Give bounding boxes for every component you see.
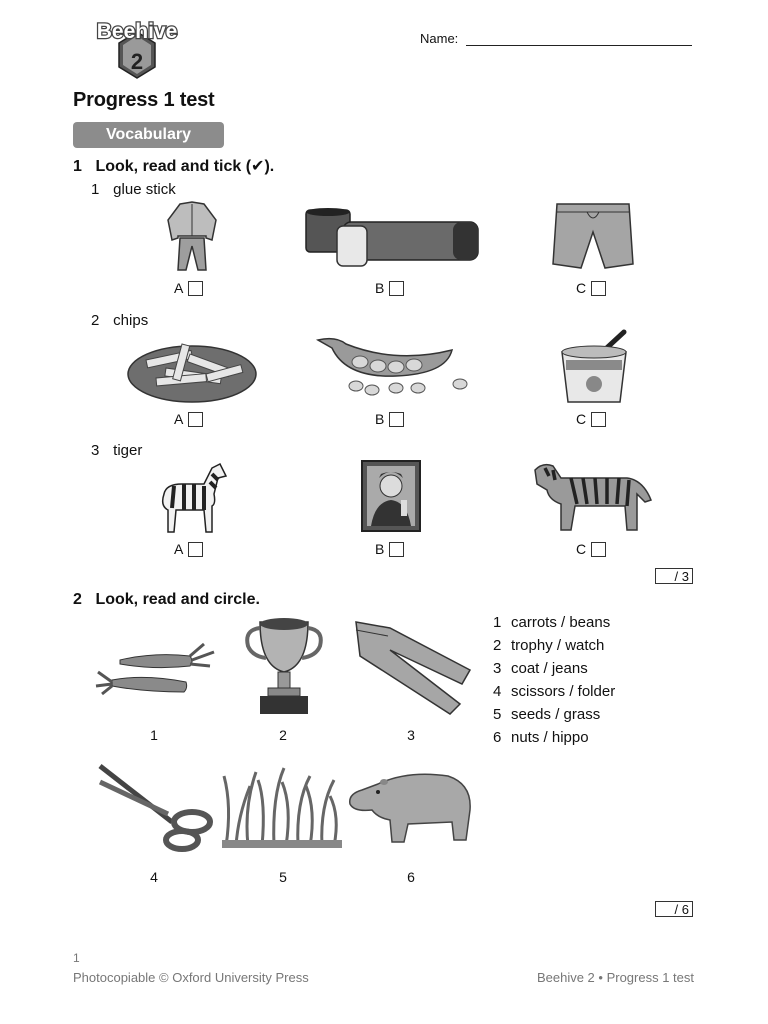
exercise-number: 2 <box>73 591 82 608</box>
choice-text[interactable]: nuts / hippo <box>511 729 589 746</box>
item-1-option-b[interactable] <box>375 280 404 296</box>
logo-text: Beehive <box>96 20 178 43</box>
tick-box[interactable] <box>389 412 404 427</box>
option-letter: C <box>576 280 587 296</box>
carrots-icon <box>94 638 218 701</box>
chips-plate-icon <box>126 334 258 409</box>
choice-text[interactable]: carrots / beans <box>511 614 611 631</box>
tick-box[interactable] <box>389 281 404 296</box>
item-3-label <box>91 442 142 459</box>
item-3-option-b[interactable] <box>375 541 404 557</box>
exercise-1-heading <box>73 156 274 176</box>
option-letter: A <box>174 541 184 557</box>
peas-pod-icon <box>316 334 472 403</box>
tick-box[interactable] <box>188 281 203 296</box>
name-label: Name: <box>420 31 459 46</box>
option-letter: B <box>375 411 385 427</box>
item-3-option-a[interactable] <box>174 541 203 557</box>
item-number: 1 <box>91 181 100 198</box>
item-3-option-c[interactable] <box>576 541 606 557</box>
yoghurt-icon <box>558 330 630 411</box>
exercise-number: 1 <box>73 158 82 175</box>
picture-number: 6 <box>407 869 415 885</box>
zebra-icon <box>156 460 228 541</box>
footer-copyright: Photocopiable © Oxford University Press <box>73 970 309 985</box>
footer-title: Beehive 2 • Progress 1 test <box>536 970 694 985</box>
picture-number: 4 <box>150 869 158 885</box>
item-2-option-a[interactable] <box>174 411 203 427</box>
item-word: glue stick <box>113 181 176 198</box>
option-letter: A <box>174 280 184 296</box>
choice-number: 4 <box>493 683 502 700</box>
option-letter: B <box>375 280 385 296</box>
tick-box[interactable] <box>591 542 606 557</box>
glue-stick-icon <box>303 206 483 275</box>
tick-box[interactable] <box>188 412 203 427</box>
logo-level: 2 <box>130 49 144 74</box>
hippo-icon <box>348 770 474 849</box>
item-number: 2 <box>91 312 100 329</box>
item-2-option-c[interactable] <box>576 411 606 427</box>
picture-number: 3 <box>407 727 415 743</box>
tiger-icon <box>531 460 655 539</box>
picture-number: 5 <box>279 869 287 885</box>
choice-row-1[interactable] <box>493 613 615 636</box>
choice-number: 1 <box>493 614 502 631</box>
choice-number: 3 <box>493 660 502 677</box>
choice-row-4[interactable] <box>493 682 615 705</box>
option-letter: C <box>576 411 587 427</box>
shorts-icon <box>551 202 635 277</box>
trophy-icon <box>244 616 324 721</box>
item-1-option-c[interactable] <box>576 280 606 296</box>
tick-box[interactable] <box>188 542 203 557</box>
item-2-option-b[interactable] <box>375 411 404 427</box>
choice-text[interactable]: scissors / folder <box>511 683 616 700</box>
choice-row-5[interactable] <box>493 705 615 728</box>
tick-box[interactable] <box>591 412 606 427</box>
exercise-2-score[interactable]: / 6 <box>655 901 693 917</box>
choice-number: 2 <box>493 637 502 654</box>
choice-row-6[interactable] <box>493 728 615 751</box>
page-title: Progress 1 test <box>73 89 215 111</box>
option-letter: A <box>174 411 184 427</box>
choice-row-3[interactable] <box>493 659 615 682</box>
section-label: Vocabulary <box>73 122 224 148</box>
choice-text[interactable]: coat / jeans <box>511 660 588 677</box>
grass-icon <box>222 766 342 853</box>
scissors-icon <box>96 764 216 855</box>
item-word: chips <box>113 312 149 329</box>
option-letter: C <box>576 541 587 557</box>
beehive-logo <box>86 12 188 76</box>
choice-text[interactable]: seeds / grass <box>511 706 601 723</box>
option-letter: B <box>375 541 385 557</box>
item-number: 3 <box>91 442 100 459</box>
picture-number: 1 <box>150 727 158 743</box>
item-word: tiger <box>113 442 143 459</box>
jeans-icon <box>350 620 474 721</box>
tick-box[interactable] <box>591 281 606 296</box>
choice-number: 6 <box>493 729 502 746</box>
exercise-instruction: Look, read and tick (✔). <box>95 158 275 175</box>
portrait-icon <box>361 460 423 539</box>
item-1-option-a[interactable] <box>174 280 203 296</box>
tracksuit-icon <box>162 200 222 277</box>
item-1-label <box>91 181 176 198</box>
name-field[interactable] <box>466 44 692 46</box>
exercise-2-heading <box>73 591 260 609</box>
choice-text[interactable]: trophy / watch <box>511 637 605 654</box>
exercise-instruction: Look, read and circle. <box>95 591 260 608</box>
choice-list <box>493 613 615 751</box>
choice-number: 5 <box>493 706 502 723</box>
exercise-1-score[interactable]: / 3 <box>655 568 693 584</box>
tick-box[interactable] <box>389 542 404 557</box>
choice-row-2[interactable] <box>493 636 615 659</box>
item-2-label <box>91 312 148 329</box>
page-number: 1 <box>73 951 80 965</box>
picture-number: 2 <box>279 727 287 743</box>
